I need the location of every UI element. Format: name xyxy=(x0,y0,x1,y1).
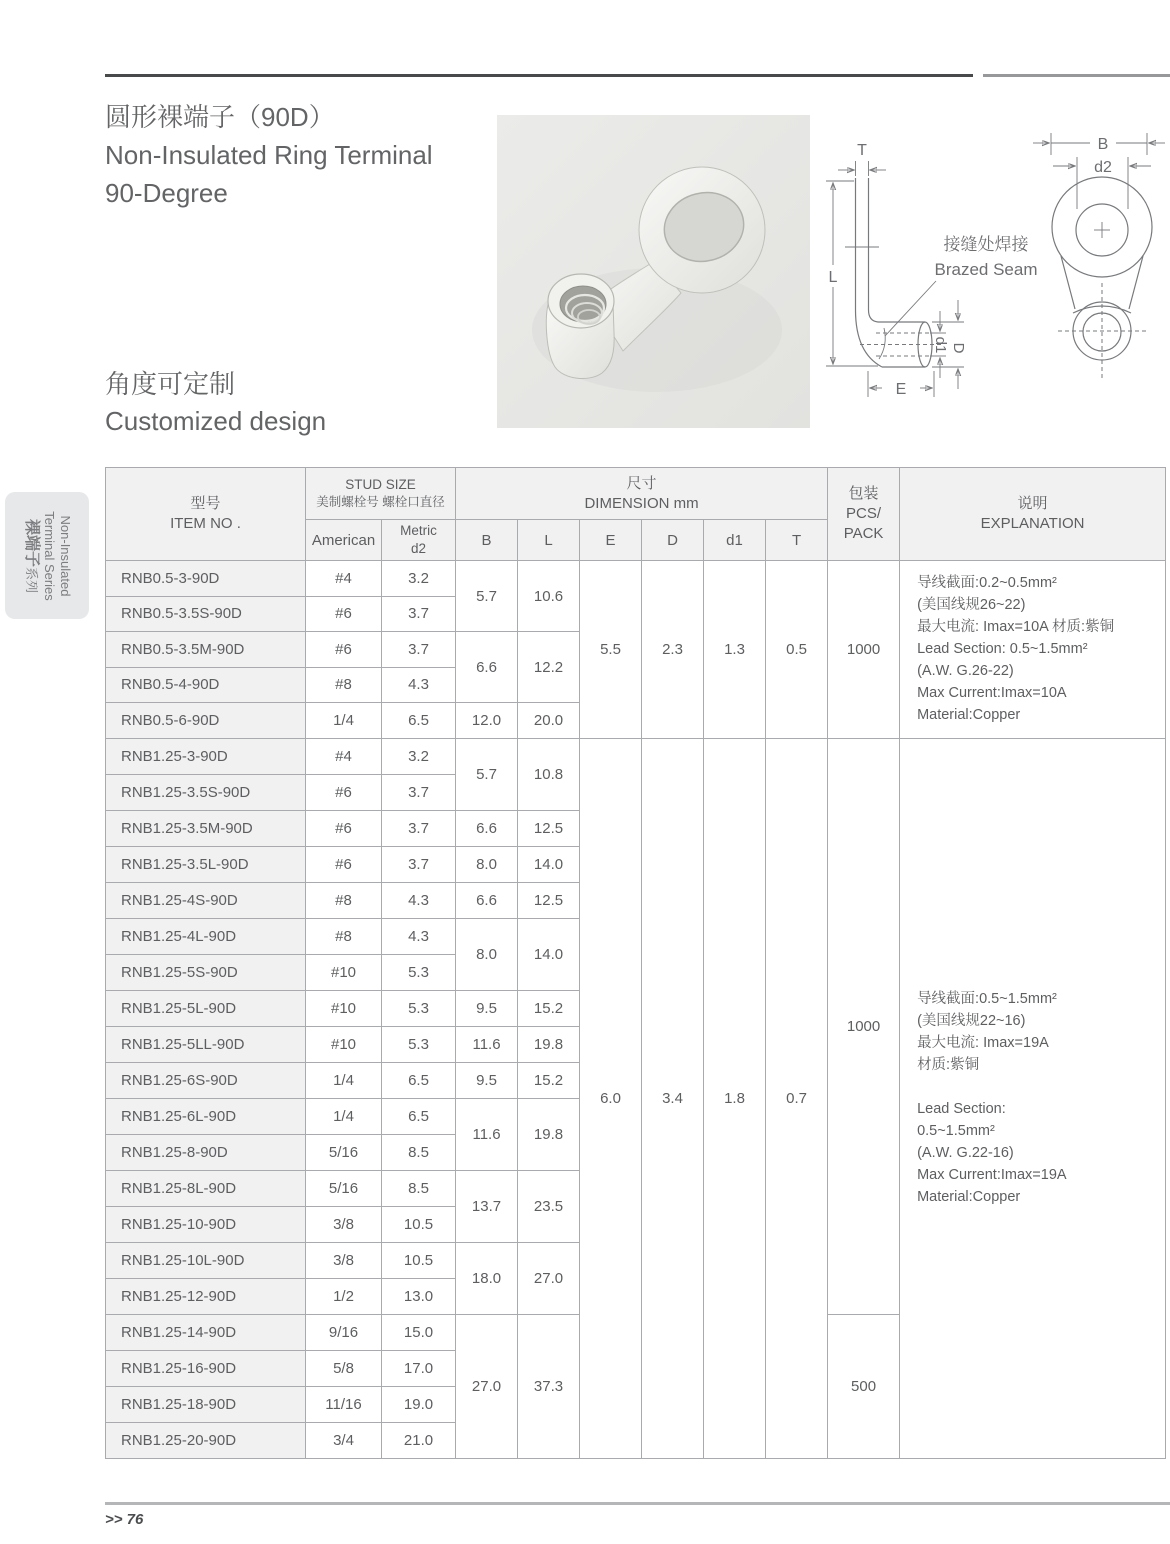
footer-rule xyxy=(105,1502,1170,1505)
explanation-line: (美国线规26~22) xyxy=(917,597,1026,614)
pack-header-en2: PACK xyxy=(843,525,884,542)
dim-label-E: E xyxy=(895,381,907,398)
cell-B: 6.6 xyxy=(456,632,518,703)
cell-L: 27.0 xyxy=(518,1242,580,1314)
cell-B: 18.0 xyxy=(456,1242,518,1314)
cell-american: #10 xyxy=(306,1026,382,1062)
dimension-header-zh: 尺寸 xyxy=(626,474,657,492)
cell-L: 15.2 xyxy=(518,990,580,1026)
stud-size-subtitle: 美制螺栓号 螺栓口直径 xyxy=(316,495,445,509)
cell-L: 12.2 xyxy=(518,632,580,703)
cell-pack: 1000 xyxy=(828,561,900,739)
cell-B: 11.6 xyxy=(456,1098,518,1170)
explanation-line: Material:Copper xyxy=(917,707,1021,724)
header-row-1 xyxy=(106,468,1166,520)
cell-L: 12.5 xyxy=(518,810,580,846)
cell-metric: 3.2 xyxy=(382,738,456,774)
cell-item: RNB0.5-3.5S-90D xyxy=(106,596,306,632)
cell-item: RNB1.25-4L-90D xyxy=(106,918,306,954)
cell-american: 3/8 xyxy=(306,1206,382,1242)
cell-american: 5/8 xyxy=(306,1350,382,1386)
cell-item: RNB1.25-18-90D xyxy=(106,1386,306,1422)
cell-american: 9/16 xyxy=(306,1314,382,1350)
cell-B: 5.7 xyxy=(456,738,518,810)
col-header-dimension xyxy=(456,468,828,520)
page-title xyxy=(105,98,433,212)
series-en-line2: Terminal Series xyxy=(42,510,57,601)
col-header-d1: d1 xyxy=(704,520,766,561)
cell-item: RNB1.25-10L-90D xyxy=(106,1242,306,1278)
dim-label-L: L xyxy=(828,269,838,286)
series-en-line1: Non-Insulated xyxy=(58,515,73,596)
cell-L: 20.0 xyxy=(518,703,580,739)
cell-american: #8 xyxy=(306,882,382,918)
cell-american: 1/2 xyxy=(306,1278,382,1314)
explanation-line: (A.W. G.22-16) xyxy=(917,1145,1014,1161)
cell-item: RNB1.25-3.5S-90D xyxy=(106,774,306,810)
cell-metric: 4.3 xyxy=(382,918,456,954)
cell-L: 10.6 xyxy=(518,561,580,632)
cell-item: RNB1.25-3.5L-90D xyxy=(106,846,306,882)
cell-metric: 21.0 xyxy=(382,1422,456,1458)
header-rule-dark xyxy=(105,74,973,77)
dim-label-T: T xyxy=(857,142,867,159)
cell-metric: 19.0 xyxy=(382,1386,456,1422)
cell-american: #6 xyxy=(306,632,382,668)
metric-line2: d2 xyxy=(410,541,427,556)
col-header-explanation xyxy=(900,468,1166,561)
cell-american: 11/16 xyxy=(306,1386,382,1422)
cell-metric: 6.5 xyxy=(382,703,456,739)
cell-american: 1/4 xyxy=(306,1062,382,1098)
cell-american: #4 xyxy=(306,738,382,774)
cell-E: 6.0 xyxy=(580,738,642,1458)
cell-metric: 10.5 xyxy=(382,1206,456,1242)
series-tab xyxy=(5,492,89,619)
explanation-line: Max Current:Imax=19A xyxy=(917,1167,1067,1183)
cell-item: RNB1.25-8-90D xyxy=(106,1134,306,1170)
col-header-D: D xyxy=(642,520,704,561)
cell-T: 0.7 xyxy=(766,738,828,1458)
cell-american: #6 xyxy=(306,774,382,810)
title-english-2: 90-Degree xyxy=(105,178,228,208)
cell-metric: 10.5 xyxy=(382,1242,456,1278)
cell-american: #10 xyxy=(306,990,382,1026)
cell-L: 15.2 xyxy=(518,1062,580,1098)
cell-explanation xyxy=(900,738,1166,1458)
col-header-pack xyxy=(828,468,900,561)
table-body xyxy=(106,561,1166,1459)
cell-B: 9.5 xyxy=(456,990,518,1026)
cell-d1: 1.8 xyxy=(704,738,766,1458)
cell-item: RNB0.5-3.5M-90D xyxy=(106,632,306,668)
table-row xyxy=(106,738,1166,774)
cell-metric: 6.5 xyxy=(382,1098,456,1134)
cell-D: 3.4 xyxy=(642,738,704,1458)
cell-american: #4 xyxy=(306,561,382,597)
explanation-header-zh: 说明 xyxy=(1017,495,1048,512)
explanation-line: Lead Section: xyxy=(917,1101,1006,1117)
cell-item: RNB1.25-14-90D xyxy=(106,1314,306,1350)
dim-label-d1: d1 xyxy=(932,336,950,354)
cell-item: RNB1.25-12-90D xyxy=(106,1278,306,1314)
cell-B: 8.0 xyxy=(456,846,518,882)
explanation-line: 最大电流: Imax=10A 材质:紫铜 xyxy=(917,619,1115,636)
brazed-seam-label-zh: 接缝处焊接 xyxy=(943,235,1029,254)
title-english-1: Non-Insulated Ring Terminal xyxy=(105,140,433,170)
cell-metric: 4.3 xyxy=(382,882,456,918)
cell-american: #8 xyxy=(306,667,382,703)
cell-american: 5/16 xyxy=(306,1134,382,1170)
cell-american: #8 xyxy=(306,918,382,954)
cell-american: #6 xyxy=(306,846,382,882)
col-header-metric xyxy=(382,520,456,561)
cell-metric: 15.0 xyxy=(382,1314,456,1350)
cell-B: 5.7 xyxy=(456,561,518,632)
explanation-line: (美国线规22~16) xyxy=(917,1013,1026,1029)
cell-american: 5/16 xyxy=(306,1170,382,1206)
cell-L: 14.0 xyxy=(518,846,580,882)
cell-item: RNB1.25-6L-90D xyxy=(106,1098,306,1134)
spec-table xyxy=(105,467,1166,1459)
title-chinese: 圆形裸端子（90D） xyxy=(105,102,335,132)
series-tab-text xyxy=(5,492,89,619)
explanation-line xyxy=(917,1076,1165,1098)
cell-explanation xyxy=(900,561,1166,739)
cell-B: 12.0 xyxy=(456,703,518,739)
pack-header-zh: 包装 xyxy=(848,485,879,502)
cell-B: 11.6 xyxy=(456,1026,518,1062)
col-header-stud-size xyxy=(306,468,456,520)
dim-label-d2: d2 xyxy=(1094,159,1112,176)
cell-metric: 8.5 xyxy=(382,1170,456,1206)
cell-metric: 5.3 xyxy=(382,954,456,990)
cell-D: 2.3 xyxy=(642,561,704,739)
page-number: >> 76 xyxy=(105,1511,144,1528)
col-header-item xyxy=(106,468,306,561)
explanation-line: 导线截面:0.2~0.5mm² xyxy=(917,575,1057,592)
cell-L: 37.3 xyxy=(518,1314,580,1458)
cell-item: RNB0.5-6-90D xyxy=(106,703,306,739)
cell-B: 8.0 xyxy=(456,918,518,990)
item-header-zh: 型号 xyxy=(190,495,221,512)
technical-drawing xyxy=(818,105,1170,445)
item-header-en: ITEM NO . xyxy=(170,515,241,532)
cell-metric: 5.3 xyxy=(382,1026,456,1062)
table-header xyxy=(106,468,1166,561)
subtitle-english: Customized design xyxy=(105,406,327,436)
col-header-L: L xyxy=(518,520,580,561)
cell-B: 27.0 xyxy=(456,1314,518,1458)
subtitle xyxy=(105,366,326,440)
cell-item: RNB1.25-5S-90D xyxy=(106,954,306,990)
col-header-T: T xyxy=(766,520,828,561)
cell-american: #10 xyxy=(306,954,382,990)
brazed-seam-label-en: Brazed Seam xyxy=(934,260,1038,279)
cell-T: 0.5 xyxy=(766,561,828,739)
cell-item: RNB1.25-5LL-90D xyxy=(106,1026,306,1062)
cell-B: 13.7 xyxy=(456,1170,518,1242)
cell-item: RNB1.25-16-90D xyxy=(106,1350,306,1386)
header-rule-light xyxy=(983,74,1170,77)
cell-american: 1/4 xyxy=(306,703,382,739)
pack-header-en1: PCS/ xyxy=(846,505,882,522)
col-header-E: E xyxy=(580,520,642,561)
cell-L: 12.5 xyxy=(518,882,580,918)
cell-L: 19.8 xyxy=(518,1026,580,1062)
cell-metric: 3.7 xyxy=(382,774,456,810)
cell-L: 10.8 xyxy=(518,738,580,810)
cell-metric: 17.0 xyxy=(382,1350,456,1386)
cell-american: 1/4 xyxy=(306,1098,382,1134)
cell-metric: 3.7 xyxy=(382,596,456,632)
cell-item: RNB0.5-3-90D xyxy=(106,561,306,597)
explanation-line: 导线截面:0.5~1.5mm² xyxy=(917,991,1057,1007)
explanation-line: 最大电流: Imax=19A xyxy=(917,1035,1049,1051)
cell-E: 5.5 xyxy=(580,561,642,739)
cell-item: RNB1.25-4S-90D xyxy=(106,882,306,918)
cell-metric: 6.5 xyxy=(382,1062,456,1098)
cell-B: 6.6 xyxy=(456,810,518,846)
series-zh-normal: 系列 xyxy=(24,566,39,593)
subtitle-chinese: 角度可定制 xyxy=(105,369,236,399)
cell-american: 3/8 xyxy=(306,1242,382,1278)
cell-L: 14.0 xyxy=(518,918,580,990)
explanation-line: Lead Section: 0.5~1.5mm² xyxy=(917,641,1088,658)
explanation-line: (A.W. G.26-22) xyxy=(917,663,1014,680)
cell-metric: 3.7 xyxy=(382,846,456,882)
explanation-line: Material:Copper xyxy=(917,1189,1021,1205)
cell-item: RNB1.25-6S-90D xyxy=(106,1062,306,1098)
cell-B: 6.6 xyxy=(456,882,518,918)
stud-size-title: STUD SIZE xyxy=(345,477,416,492)
cell-pack: 500 xyxy=(828,1314,900,1458)
dim-label-D: D xyxy=(950,342,968,354)
cell-metric: 8.5 xyxy=(382,1134,456,1170)
dimension-header-en: DIMENSION mm xyxy=(584,494,699,512)
cell-american: 3/4 xyxy=(306,1422,382,1458)
cell-d1: 1.3 xyxy=(704,561,766,739)
cell-american: #6 xyxy=(306,810,382,846)
cell-item: RNB1.25-3.5M-90D xyxy=(106,810,306,846)
cell-metric: 3.2 xyxy=(382,561,456,597)
explanation-line: 0.5~1.5mm² xyxy=(917,1123,995,1139)
cell-L: 23.5 xyxy=(518,1170,580,1242)
explanation-line: Max Current:Imax=10A xyxy=(917,685,1067,702)
dimension-diagram xyxy=(818,105,1170,445)
cell-american: #6 xyxy=(306,596,382,632)
metric-line1: Metric xyxy=(400,523,437,538)
dim-label-B: B xyxy=(1097,136,1109,153)
explanation-header-en: EXPLANATION xyxy=(980,515,1085,532)
cell-metric: 5.3 xyxy=(382,990,456,1026)
cell-item: RNB1.25-3-90D xyxy=(106,738,306,774)
col-header-B: B xyxy=(456,520,518,561)
table-row xyxy=(106,561,1166,597)
cell-metric: 4.3 xyxy=(382,667,456,703)
cell-item: RNB1.25-20-90D xyxy=(106,1422,306,1458)
series-zh xyxy=(21,518,41,592)
series-zh-bold: 裸端子 xyxy=(23,518,40,567)
cell-metric: 3.7 xyxy=(382,810,456,846)
cell-item: RNB1.25-10-90D xyxy=(106,1206,306,1242)
explanation-line: 材质:紫铜 xyxy=(917,1057,980,1073)
cell-item: RNB0.5-4-90D xyxy=(106,667,306,703)
cell-pack: 1000 xyxy=(828,738,900,1314)
product-photo xyxy=(497,115,810,428)
cell-item: RNB1.25-8L-90D xyxy=(106,1170,306,1206)
col-header-american: American xyxy=(306,520,382,561)
cell-item: RNB1.25-5L-90D xyxy=(106,990,306,1026)
cell-B: 9.5 xyxy=(456,1062,518,1098)
cell-L: 19.8 xyxy=(518,1098,580,1170)
ring-terminal-photo xyxy=(497,115,810,428)
cell-metric: 3.7 xyxy=(382,632,456,668)
cell-metric: 13.0 xyxy=(382,1278,456,1314)
